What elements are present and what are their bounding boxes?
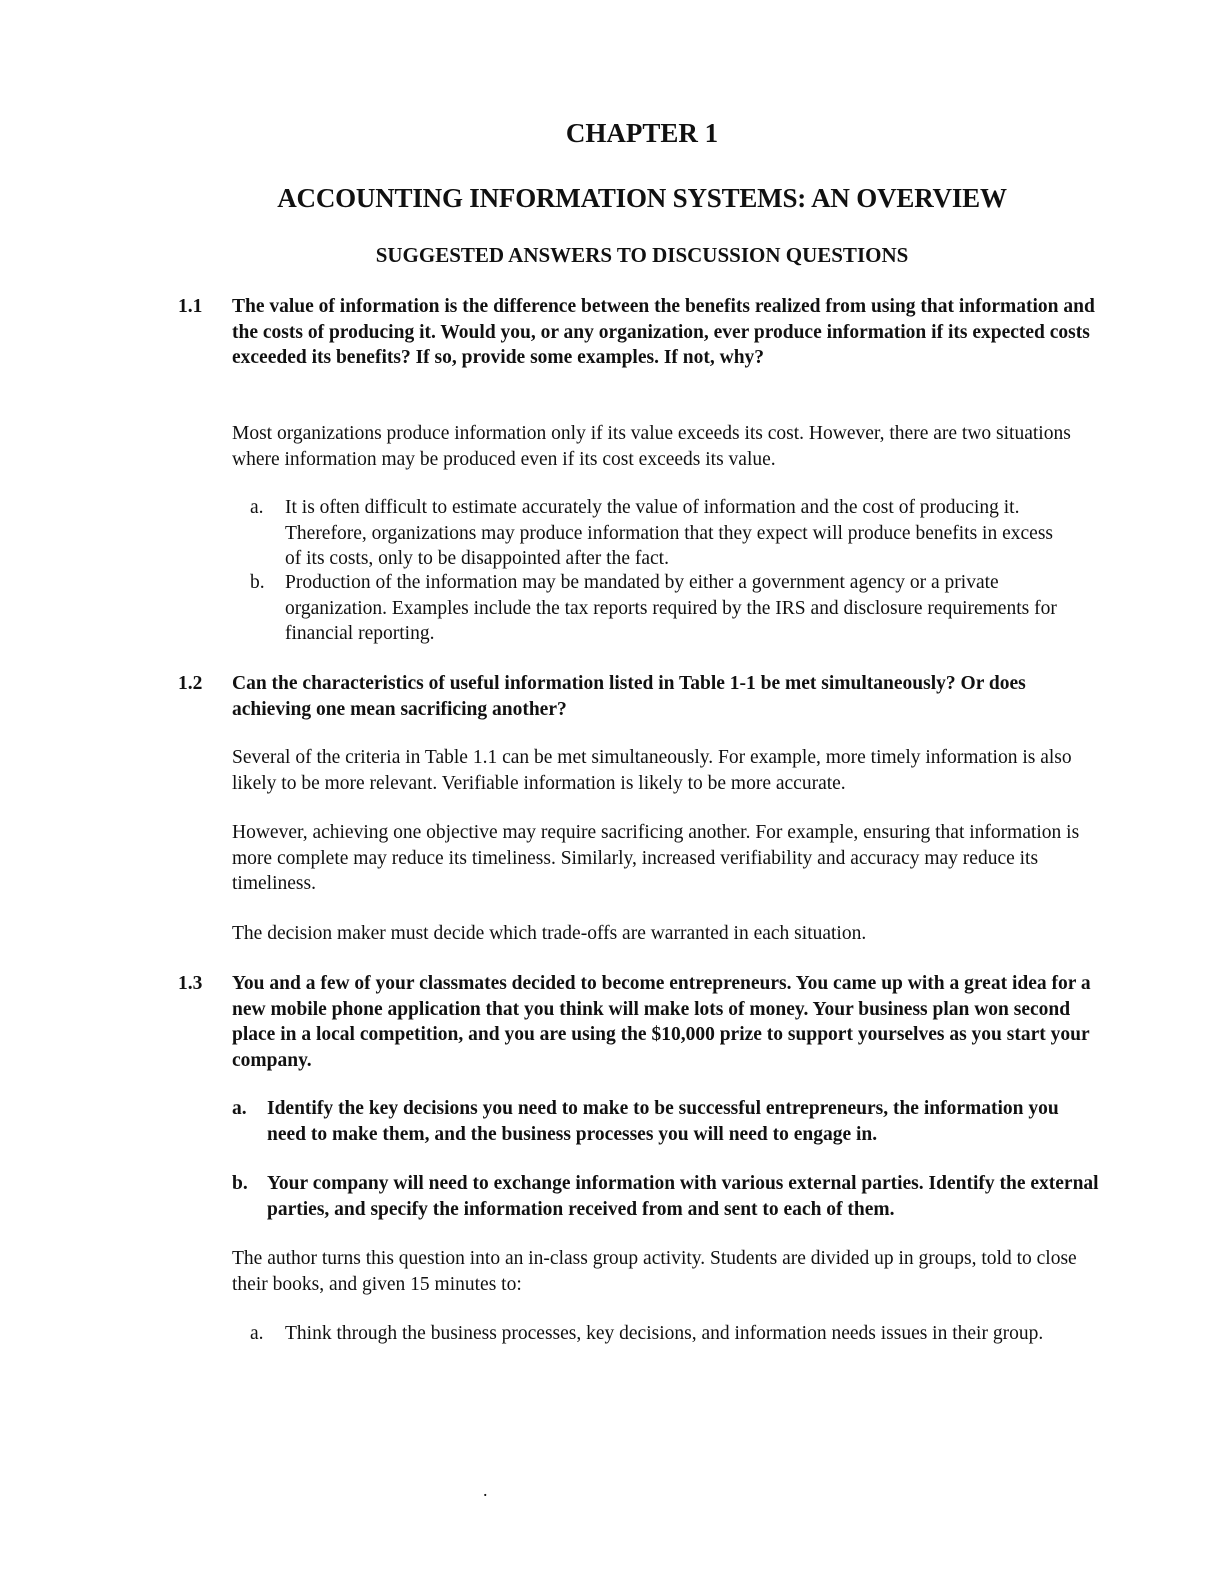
question-number: 1.2 [178, 673, 203, 694]
sub-question-text: Identify the key decisions you need to make to be successful entrepreneurs, the information you need to make them, and the business processes you will need to engage in. [267, 1098, 1059, 1145]
question-1-3 [178, 971, 1098, 1073]
list-item-text: Production of the information may be mandated by either a government agency or a private organization. Examples include the tax reports required by the IRS and disclosure requirements for financial reporting. [285, 572, 1057, 644]
answer-paragraph: The author turns this question into an in-class group activity. Students are divided up in groups, told to close their books, and given 15 minutes to: [232, 1248, 1077, 1295]
footer-mark: . [483, 1480, 488, 1500]
question-1-1 [178, 294, 1098, 371]
question-number: 1.1 [178, 296, 203, 317]
list-item-label: a. [250, 497, 264, 518]
question-text: You and a few of your classmates decided to become entrepreneurs. You came up with a great idea for a new mobile phone application that you think will make lots of money. Your business plan won second place in a local competition, and you are using the $10,000 prize to support yourselves as you start your company. [232, 973, 1091, 1071]
list-item [250, 495, 1070, 572]
answer-paragraph: Several of the criteria in Table 1.1 can be met simultaneously. For example, more timely information is also likely to be more relevant. Verifiable information is likely to be more accurate. [232, 747, 1072, 794]
list-item-text: Think through the business processes, key decisions, and information needs issues in their group. [285, 1323, 1044, 1344]
chapter-title: ACCOUNTING INFORMATION SYSTEMS: AN OVERVIEW [277, 183, 1007, 213]
question-number: 1.3 [178, 973, 203, 994]
list-item-text: It is often difficult to estimate accurately the value of information and the cost of producing it. Therefore, organizations may produce information that they expect will produce benefits in excess of its costs, only to be disappointed after the fact. [285, 497, 1053, 569]
question-text: The value of information is the difference between the benefits realized from using that information and the costs of producing it. Would you, or any organization, ever produce information if its expected costs exceeded its benefits? If so, provide some examples. If not, why? [232, 296, 1095, 368]
section-subtitle: SUGGESTED ANSWERS TO DISCUSSION QUESTIONS [375, 243, 909, 267]
list-item-label: b. [250, 572, 265, 593]
list-item [250, 570, 1070, 647]
list-item-label: a. [250, 1323, 264, 1344]
sub-question-label: a. [232, 1098, 247, 1119]
answer-paragraph: The decision maker must decide which trade-offs are warranted in each situation. [232, 923, 867, 944]
answer-paragraph: Most organizations produce information only if its value exceeds its cost. However, there are two situations where information may be produced even if its cost exceeds its value. [232, 423, 1071, 470]
sub-question [232, 1096, 1102, 1147]
list-item [250, 1321, 1070, 1347]
sub-question [232, 1171, 1102, 1222]
answer-paragraph: However, achieving one objective may require sacrificing another. For example, ensuring that information is more complete may reduce its timeliness. Similarly, increased verifiability and accuracy may reduce its timeliness. [232, 822, 1080, 894]
sub-question-text: Your company will need to exchange information with various external parties. Identify the external parties, and specify the information received from and sent to each of them. [267, 1173, 1099, 1220]
question-text: Can the characteristics of useful information listed in Table 1-1 be met simultaneously? Or does achieving one mean sacrificing another? [232, 673, 1026, 720]
sub-question-label: b. [232, 1173, 248, 1194]
chapter-heading: CHAPTER 1 [565, 118, 719, 148]
question-1-2 [178, 671, 1098, 722]
